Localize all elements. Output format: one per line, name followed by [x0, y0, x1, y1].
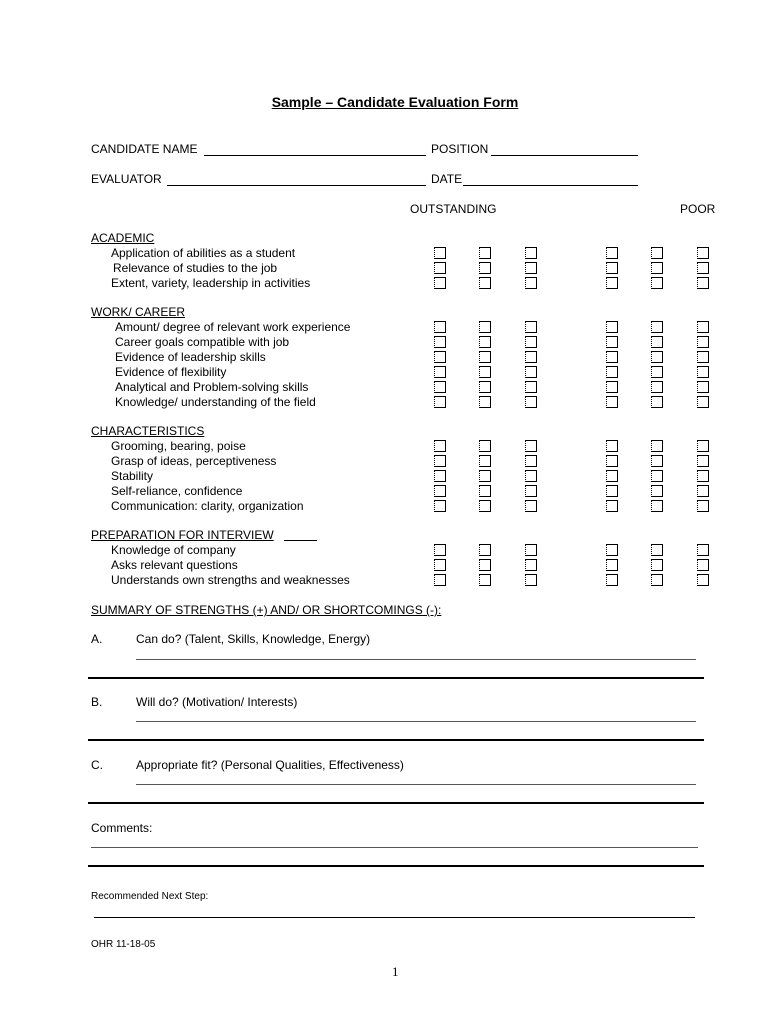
- rating-checkbox[interactable]: [434, 366, 446, 378]
- rating-checkbox[interactable]: [651, 559, 663, 571]
- comments-line[interactable]: [91, 847, 698, 848]
- rating-checkbox[interactable]: [697, 559, 709, 571]
- criterion-label: Amount/ degree of relevant work experience: [115, 320, 351, 334]
- criterion-label: Application of abilities as a student: [111, 246, 296, 260]
- rating-checkbox[interactable]: [651, 440, 663, 452]
- rating-checkbox[interactable]: [651, 396, 663, 408]
- evaluator-field[interactable]: [167, 185, 426, 186]
- rating-checkbox[interactable]: [434, 470, 446, 482]
- next-step-label: Recommended Next Step:: [91, 891, 209, 902]
- date-field[interactable]: [463, 185, 638, 186]
- rating-checkbox[interactable]: [651, 336, 663, 348]
- rating-checkbox[interactable]: [697, 381, 709, 393]
- rating-checkbox[interactable]: [697, 247, 709, 259]
- rating-checkbox[interactable]: [434, 277, 446, 289]
- rating-checkbox[interactable]: [479, 351, 491, 363]
- rating-checkbox[interactable]: [606, 455, 618, 467]
- rating-checkbox[interactable]: [525, 440, 537, 452]
- rating-checkbox[interactable]: [525, 262, 537, 274]
- summary-letter: B.: [91, 695, 103, 709]
- criterion-label: Grasp of ideas, perceptiveness: [111, 454, 277, 468]
- rating-checkbox[interactable]: [651, 485, 663, 497]
- rating-checkbox[interactable]: [697, 262, 709, 274]
- rating-checkbox[interactable]: [434, 559, 446, 571]
- scale-high-label: OUTSTANDING: [410, 202, 497, 216]
- section-divider: [88, 677, 704, 679]
- rating-checkbox[interactable]: [651, 500, 663, 512]
- rating-checkbox[interactable]: [479, 262, 491, 274]
- rating-checkbox[interactable]: [697, 277, 709, 289]
- rating-checkbox[interactable]: [697, 574, 709, 586]
- rating-checkbox[interactable]: [606, 336, 618, 348]
- criterion-label: Extent, variety, leadership in activities: [111, 276, 311, 290]
- rating-checkbox[interactable]: [434, 544, 446, 556]
- rating-checkbox[interactable]: [606, 574, 618, 586]
- rating-checkbox[interactable]: [525, 559, 537, 571]
- candidate-name-field[interactable]: [204, 155, 426, 156]
- rating-checkbox[interactable]: [525, 396, 537, 408]
- rating-checkbox[interactable]: [479, 544, 491, 556]
- rating-checkbox[interactable]: [479, 485, 491, 497]
- criterion-label: Asks relevant questions: [111, 558, 238, 572]
- criterion-label: Knowledge/ understanding of the field: [115, 395, 316, 409]
- section-heading: WORK/ CAREER: [91, 305, 186, 319]
- rating-checkbox[interactable]: [697, 396, 709, 408]
- section-divider: [88, 865, 704, 867]
- date-label: DATE: [431, 172, 463, 186]
- rating-checkbox[interactable]: [651, 247, 663, 259]
- rating-checkbox[interactable]: [606, 396, 618, 408]
- criterion-label: Stability: [111, 469, 154, 483]
- rating-checkbox[interactable]: [434, 321, 446, 333]
- rating-checkbox[interactable]: [434, 381, 446, 393]
- summary-letter: C.: [91, 758, 103, 772]
- rating-checkbox[interactable]: [606, 470, 618, 482]
- rating-checkbox[interactable]: [525, 485, 537, 497]
- rating-checkbox[interactable]: [651, 574, 663, 586]
- rating-checkbox[interactable]: [434, 247, 446, 259]
- rating-checkbox[interactable]: [651, 455, 663, 467]
- rating-checkbox[interactable]: [525, 366, 537, 378]
- rating-checkbox[interactable]: [651, 321, 663, 333]
- section-divider: [88, 802, 704, 804]
- rating-checkbox[interactable]: [479, 321, 491, 333]
- rating-checkbox[interactable]: [479, 470, 491, 482]
- rating-checkbox[interactable]: [606, 366, 618, 378]
- rating-checkbox[interactable]: [697, 500, 709, 512]
- candidate-name-label: CANDIDATE NAME: [91, 142, 198, 156]
- rating-checkbox[interactable]: [479, 396, 491, 408]
- rating-checkbox[interactable]: [606, 277, 618, 289]
- rating-checkbox[interactable]: [479, 500, 491, 512]
- criterion-label: Knowledge of company: [111, 543, 236, 557]
- summary-heading: SUMMARY OF STRENGTHS (+) AND/ OR SHORTCOMINGS (-):: [91, 603, 442, 617]
- rating-checkbox[interactable]: [697, 470, 709, 482]
- criterion-label: Understands own strengths and weaknesses: [111, 573, 350, 587]
- criterion-label: Communication: clarity, organization: [111, 499, 304, 513]
- rating-checkbox[interactable]: [697, 336, 709, 348]
- summary-question: Can do? (Talent, Skills, Knowledge, Energy): [136, 632, 371, 646]
- rating-checkbox[interactable]: [697, 455, 709, 467]
- rating-checkbox[interactable]: [606, 544, 618, 556]
- rating-checkbox[interactable]: [651, 262, 663, 274]
- criterion-label: Evidence of leadership skills: [115, 350, 266, 364]
- rating-checkbox[interactable]: [525, 574, 537, 586]
- answer-line-c[interactable]: [136, 784, 696, 785]
- comments-label: Comments:: [91, 821, 153, 835]
- rating-checkbox[interactable]: [434, 440, 446, 452]
- rating-checkbox[interactable]: [479, 574, 491, 586]
- rating-checkbox[interactable]: [434, 396, 446, 408]
- rating-checkbox[interactable]: [434, 351, 446, 363]
- summary-question: Appropriate fit? (Personal Qualities, Effectiveness): [136, 758, 404, 772]
- summary-question: Will do? (Motivation/ Interests): [136, 695, 298, 709]
- heading-underline-extension: [284, 540, 317, 541]
- criterion-label: Analytical and Problem-solving skills: [115, 380, 309, 394]
- position-label: POSITION: [431, 142, 489, 156]
- section-heading: CHARACTERISTICS: [91, 424, 205, 438]
- form-title: Sample – Candidate Evaluation Form: [271, 94, 519, 110]
- form-code: OHR 11-18-05: [91, 939, 156, 950]
- rating-checkbox[interactable]: [434, 485, 446, 497]
- rating-checkbox[interactable]: [606, 247, 618, 259]
- criterion-label: Evidence of flexibility: [115, 365, 227, 379]
- rating-checkbox[interactable]: [525, 277, 537, 289]
- rating-checkbox[interactable]: [525, 351, 537, 363]
- next-step-line[interactable]: [94, 917, 695, 918]
- rating-checkbox[interactable]: [651, 351, 663, 363]
- page-number: 1: [392, 964, 399, 979]
- rating-checkbox[interactable]: [525, 336, 537, 348]
- rating-checkbox[interactable]: [525, 470, 537, 482]
- answer-line-a[interactable]: [136, 659, 696, 660]
- answer-line-b[interactable]: [136, 721, 696, 722]
- rating-checkbox[interactable]: [525, 544, 537, 556]
- rating-checkbox[interactable]: [479, 440, 491, 452]
- scale-low-label: POOR: [680, 202, 716, 216]
- rating-checkbox[interactable]: [525, 247, 537, 259]
- rating-checkbox[interactable]: [606, 262, 618, 274]
- rating-checkbox[interactable]: [606, 485, 618, 497]
- rating-checkbox[interactable]: [651, 366, 663, 378]
- criterion-label: Grooming, bearing, poise: [111, 439, 246, 453]
- evaluator-label: EVALUATOR: [91, 172, 162, 186]
- rating-checkbox[interactable]: [697, 366, 709, 378]
- rating-checkbox[interactable]: [651, 470, 663, 482]
- rating-checkbox[interactable]: [525, 381, 537, 393]
- rating-checkbox[interactable]: [434, 500, 446, 512]
- rating-checkbox[interactable]: [651, 381, 663, 393]
- rating-checkbox[interactable]: [697, 440, 709, 452]
- rating-checkbox[interactable]: [434, 262, 446, 274]
- rating-checkbox[interactable]: [479, 381, 491, 393]
- rating-checkbox[interactable]: [434, 336, 446, 348]
- rating-checkbox[interactable]: [479, 336, 491, 348]
- rating-checkbox[interactable]: [697, 544, 709, 556]
- rating-checkbox[interactable]: [479, 455, 491, 467]
- rating-checkbox[interactable]: [697, 485, 709, 497]
- rating-checkbox[interactable]: [697, 351, 709, 363]
- rating-checkbox[interactable]: [606, 381, 618, 393]
- rating-checkbox[interactable]: [697, 321, 709, 333]
- rating-checkbox[interactable]: [434, 455, 446, 467]
- rating-checkbox[interactable]: [479, 277, 491, 289]
- criterion-label: Career goals compatible with job: [115, 335, 290, 349]
- section-heading: PREPARATION FOR INTERVIEW: [91, 528, 274, 542]
- section-divider: [88, 739, 704, 741]
- rating-checkbox[interactable]: [606, 321, 618, 333]
- criterion-label: Relevance of studies to the job: [113, 261, 278, 275]
- position-field[interactable]: [491, 155, 638, 156]
- criterion-label: Self-reliance, confidence: [111, 484, 243, 498]
- rating-checkbox[interactable]: [479, 366, 491, 378]
- rating-checkbox[interactable]: [651, 544, 663, 556]
- rating-checkbox[interactable]: [525, 321, 537, 333]
- rating-checkbox[interactable]: [525, 455, 537, 467]
- rating-checkbox[interactable]: [606, 440, 618, 452]
- summary-letter: A.: [91, 632, 103, 646]
- rating-checkbox[interactable]: [606, 559, 618, 571]
- rating-checkbox[interactable]: [479, 559, 491, 571]
- section-heading: ACADEMIC: [91, 231, 155, 245]
- rating-checkbox[interactable]: [479, 247, 491, 259]
- rating-checkbox[interactable]: [651, 277, 663, 289]
- rating-checkbox[interactable]: [606, 500, 618, 512]
- rating-checkbox[interactable]: [525, 500, 537, 512]
- rating-checkbox[interactable]: [434, 574, 446, 586]
- rating-checkbox[interactable]: [606, 351, 618, 363]
